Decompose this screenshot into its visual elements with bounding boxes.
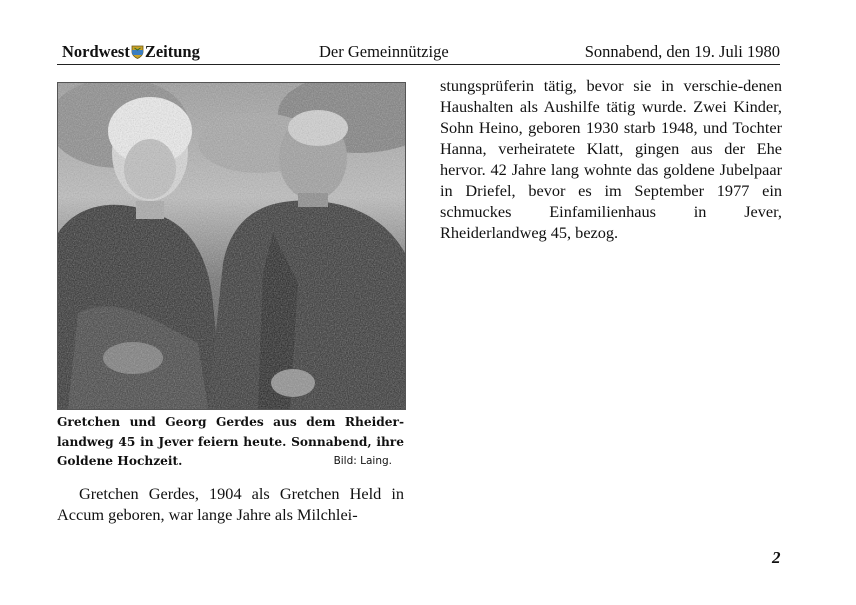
brand-left: Nordwest: [62, 42, 130, 61]
page-number: 2: [772, 548, 781, 567]
photo-caption: [57, 413, 404, 472]
article-column-right: [440, 75, 782, 243]
crest-icon: [131, 45, 144, 59]
brand-right: Zeitung: [144, 42, 200, 61]
page-header: [57, 42, 780, 65]
caption-text: Gretchen und Georg Gerdes aus dem Rheider-landweg 45 in Jever feiern heute. Sonnabend, ihre Goldene Hochzeit.: [57, 415, 404, 468]
newspaper-name: [62, 42, 200, 62]
article-column-left: [57, 483, 404, 525]
article-paragraph: stungsprüferin tätig, bevor sie in verschie-denen Haushalten als Aushilfe tätig wurde. Zwei Kinder, Sohn Heino, geboren 1930 starb 1948, und Tochter Hanna, verheiratete Klatt, gingen aus der Ehe hervor. 42 Jahre lang wohnte das goldene Jubelpaar in Driefel, bevor es im September 1977 ein schmuckes Einfamilienhaus in Jever, Rheiderlandweg 45, bezog.: [440, 76, 782, 242]
issue-date: Sonnabend, den 19. Juli 1980: [584, 42, 780, 61]
photo-illustration: [58, 83, 405, 409]
section-title: Der Gemeinnützige: [319, 42, 449, 61]
couple-photo: [57, 82, 406, 410]
article-paragraph: Gretchen Gerdes, 1904 als Gretchen Held in Accum geboren, war lange Jahre als Milchlei-: [57, 484, 404, 524]
photo-credit: Bild: Laing.: [333, 455, 392, 467]
